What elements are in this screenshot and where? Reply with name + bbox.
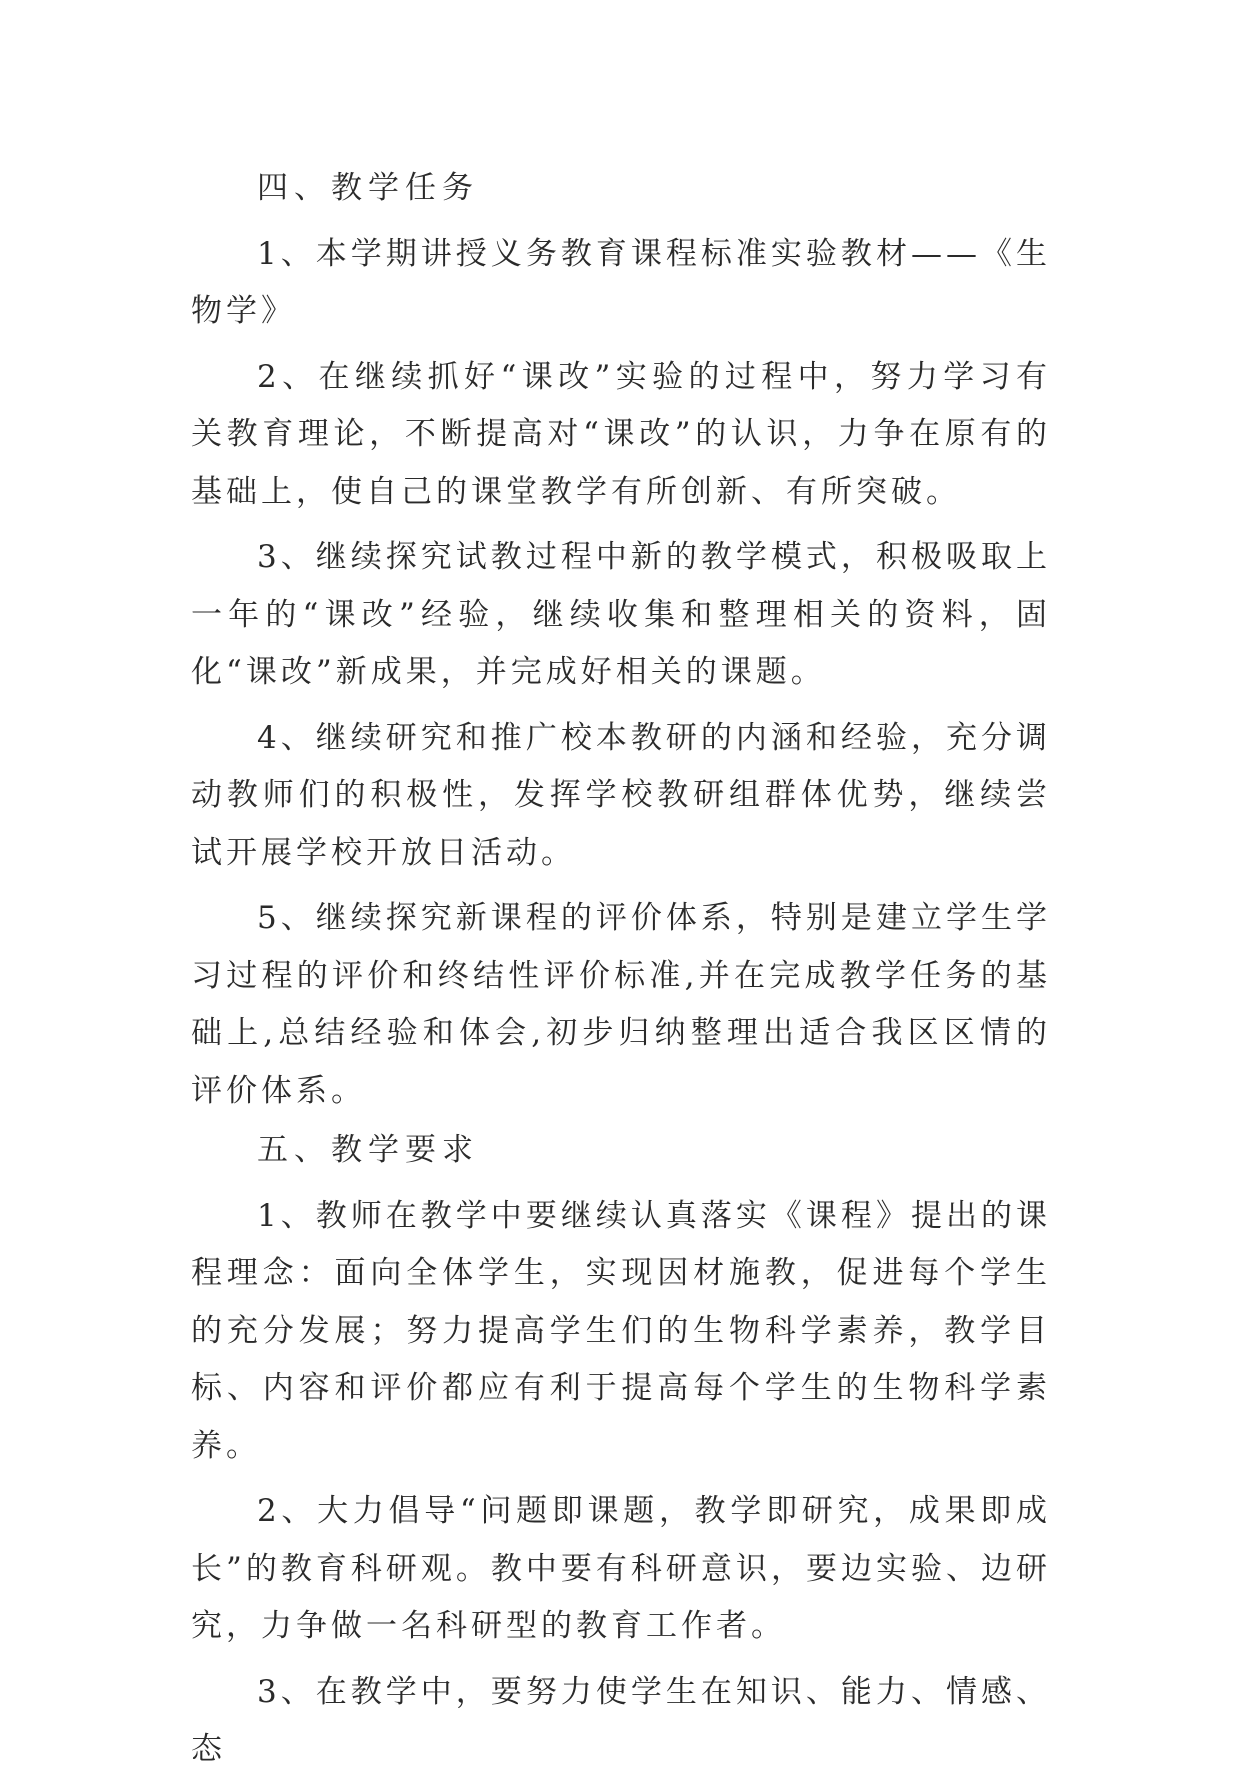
section-heading-teaching-requirements: 五、教学要求 [257,1132,479,1168]
document-body [191,160,1051,1779]
task-item-4: 4、继续研究和推广校本教研的内涵和经验，充分调动教师们的积极性，发挥学校教研组群体优势，继续尝试开展学校开放日活动。 [191,719,1051,871]
task-item-5: 5、继续探究新课程的评价体系，特别是建立学生学习过程的评价和终结性评价标准,并在完成教学任务的基础上,总结经验和体会,初步归纳整理出适合我区区情的评价体系。 [191,900,1051,1109]
task-item-3: 3、继续探究试教过程中新的教学模式，积极吸取上一年的“课改”经验，继续收集和整理相关的资料，固化“课改”新成果，并完成好相关的课题。 [191,539,1051,690]
requirement-item-3: 3、在教学中，要努力使学生在知识、能力、情感、态 [191,1673,1051,1767]
requirement-item-2: 2、大力倡导“问题即课题，教学即研究，成果即成长”的教育科研观。教中要有科研意识，要边实验、边研究，力争做一名科研型的教育工作者。 [191,1493,1051,1644]
requirement-item-1: 1、教师在教学中要继续认真落实《课程》提出的课程理念：面向全体学生，实现因材施教，促进每个学生的充分发展；努力提高学生们的生物科学素养，教学目标、内容和评价都应有利于提高每个学生的生物科学素养。 [191,1197,1051,1464]
task-item-1: 1、本学期讲授义务教育课程标准实验教材——《生物学》 [191,235,1051,329]
task-item-2: 2、在继续抓好“课改”实验的过程中，努力学习有关教育理论，不断提高对“课改”的认识，力争在原有的基础上，使自己的课堂教学有所创新、有所突破。 [191,358,1051,510]
section-heading-teaching-tasks: 四、教学任务 [257,170,479,206]
